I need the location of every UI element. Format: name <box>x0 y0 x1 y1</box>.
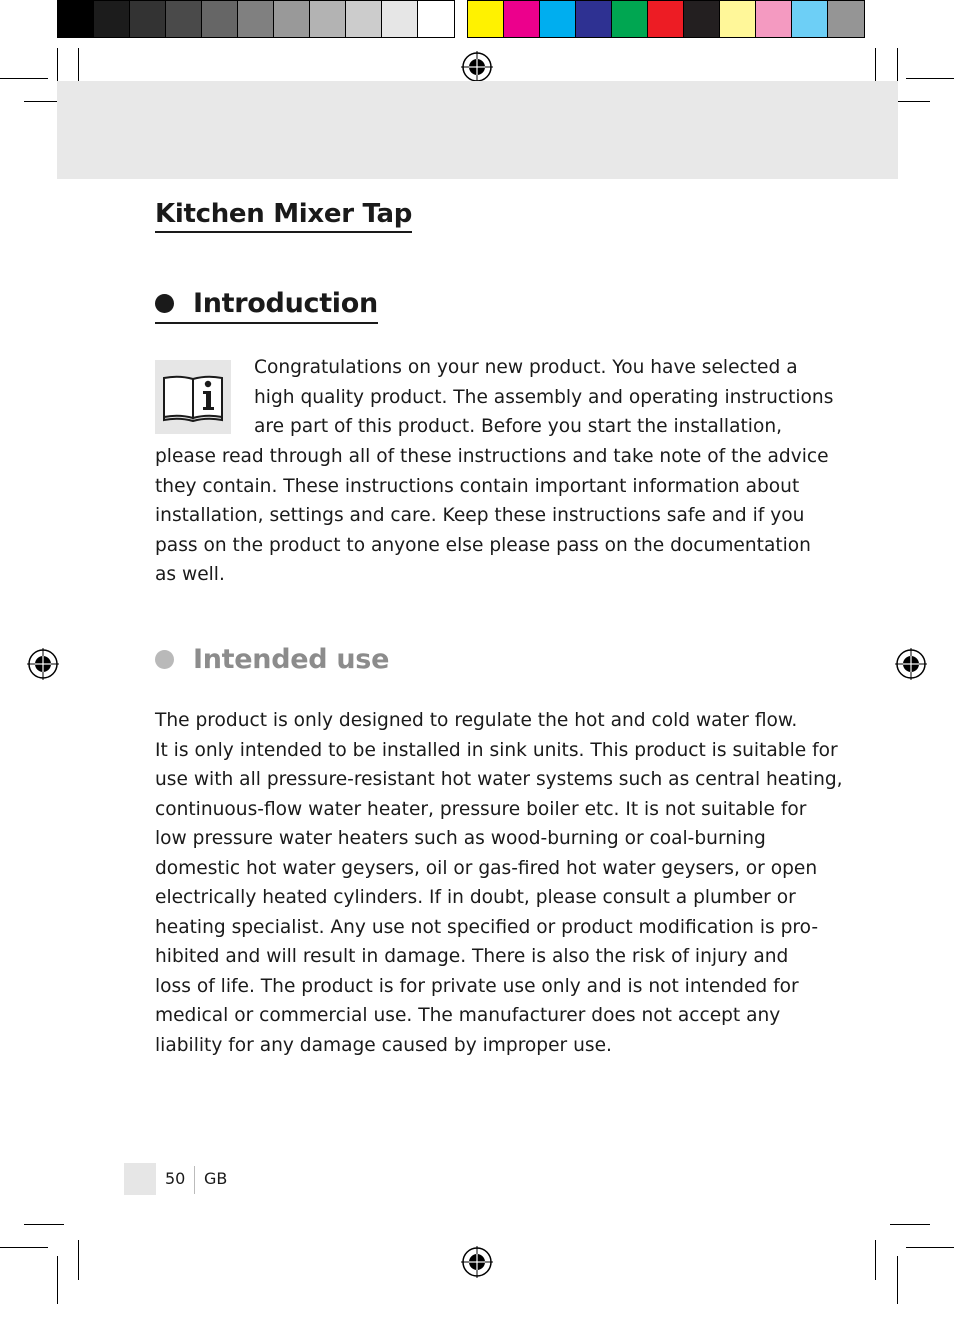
text-line: low pressure water heaters such as wood-burning or coal-burning <box>155 828 766 849</box>
registration-mark-icon <box>895 648 927 680</box>
crop-mark <box>906 1247 954 1248</box>
crop-mark <box>78 1240 79 1280</box>
gray-swatch <box>418 1 454 37</box>
text-line: domestic hot water geysers, oil or gas-fired hot water geysers, or open <box>155 857 818 879</box>
crop-mark <box>890 1224 930 1225</box>
crop-mark <box>0 1247 48 1248</box>
gray-swatch <box>166 1 202 37</box>
crop-mark <box>897 1256 898 1304</box>
introduction-heading <box>155 288 378 324</box>
gray-swatch <box>202 1 238 37</box>
text-line: use with all pressure-resistant hot water systems such as central heating, <box>155 769 843 790</box>
color-calibration-bar <box>57 0 898 38</box>
color-swatch <box>612 1 648 37</box>
introduction-heading-label: Introduction <box>193 288 378 319</box>
document-title: Kitchen Mixer Tap <box>155 199 412 233</box>
color-swatch <box>468 1 504 37</box>
text-line: they contain. These instructions contain important information about <box>155 475 800 497</box>
text-line: hibited and will result in damage. There is also the risk of injury and <box>155 946 789 967</box>
crop-mark <box>24 1224 64 1225</box>
text-line: high quality product. The assembly and operating instructions <box>254 386 834 408</box>
intended-use-heading <box>155 644 389 675</box>
process-color-swatches <box>467 0 865 38</box>
color-swatch <box>684 1 720 37</box>
gray-swatch <box>58 1 94 37</box>
text-line: loss of life. The product is for private use only and is not intended for <box>155 975 799 997</box>
text-line: as well. <box>155 564 225 585</box>
crop-mark <box>875 1240 876 1280</box>
footer-tab <box>124 1163 156 1195</box>
registration-mark-icon <box>461 1246 493 1278</box>
gray-swatch <box>130 1 166 37</box>
color-swatch <box>576 1 612 37</box>
color-swatch <box>504 1 540 37</box>
text-line: It is only intended to be installed in sink units. This product is suitable for <box>155 739 838 761</box>
book-info-graphic <box>155 360 231 434</box>
text-line: please read through all of these instructions and take note of the advice <box>155 446 829 467</box>
text-line: continuous-flow water heater, pressure boiler etc. It is not suitable for <box>155 798 807 820</box>
text-line: liability for any damage caused by improper use. <box>155 1034 612 1056</box>
color-swatch <box>792 1 828 37</box>
crop-mark <box>57 1256 58 1304</box>
color-swatch <box>540 1 576 37</box>
introduction-text <box>155 442 829 590</box>
gray-swatch <box>346 1 382 37</box>
color-swatch <box>720 1 756 37</box>
bullet-dot-icon <box>155 650 174 669</box>
crop-mark <box>906 78 954 79</box>
info-book-icon <box>155 360 231 434</box>
page-number: 50 <box>165 1169 186 1188</box>
text-line: are part of this product. Before you start the installation, <box>254 416 783 437</box>
footer-divider <box>194 1166 195 1194</box>
gray-swatch <box>382 1 418 37</box>
gray-swatch <box>238 1 274 37</box>
crop-mark <box>0 78 48 79</box>
color-swatch <box>828 1 864 37</box>
gray-swatch <box>94 1 130 37</box>
text-line: heating specialist. Any use not specified or product modification is pro- <box>155 916 819 938</box>
intended-use-text <box>155 706 843 1060</box>
gray-swatch <box>310 1 346 37</box>
text-line: pass on the product to anyone else please pass on the documentation <box>155 534 811 556</box>
text-line: The product is only designed to regulate the hot and cold water flow. <box>155 710 798 731</box>
grayscale-swatches <box>57 0 455 38</box>
color-swatch <box>756 1 792 37</box>
language-code: GB <box>204 1169 228 1188</box>
text-line: medical or commercial use. The manufacturer does not accept any <box>155 1005 781 1026</box>
header-band <box>57 81 898 179</box>
gray-swatch <box>274 1 310 37</box>
registration-mark-icon <box>27 648 59 680</box>
bullet-dot-icon <box>155 294 174 313</box>
color-swatch <box>648 1 684 37</box>
intended-use-heading-label: Intended use <box>193 644 390 675</box>
registration-mark-icon <box>461 51 493 83</box>
introduction-text-wrapped <box>254 353 833 442</box>
text-line: installation, settings and care. Keep these instructions safe and if you <box>155 505 805 526</box>
text-line: electrically heated cylinders. If in doubt, please consult a plumber or <box>155 887 796 908</box>
text-line: Congratulations on your new product. You have selected a <box>254 357 798 378</box>
